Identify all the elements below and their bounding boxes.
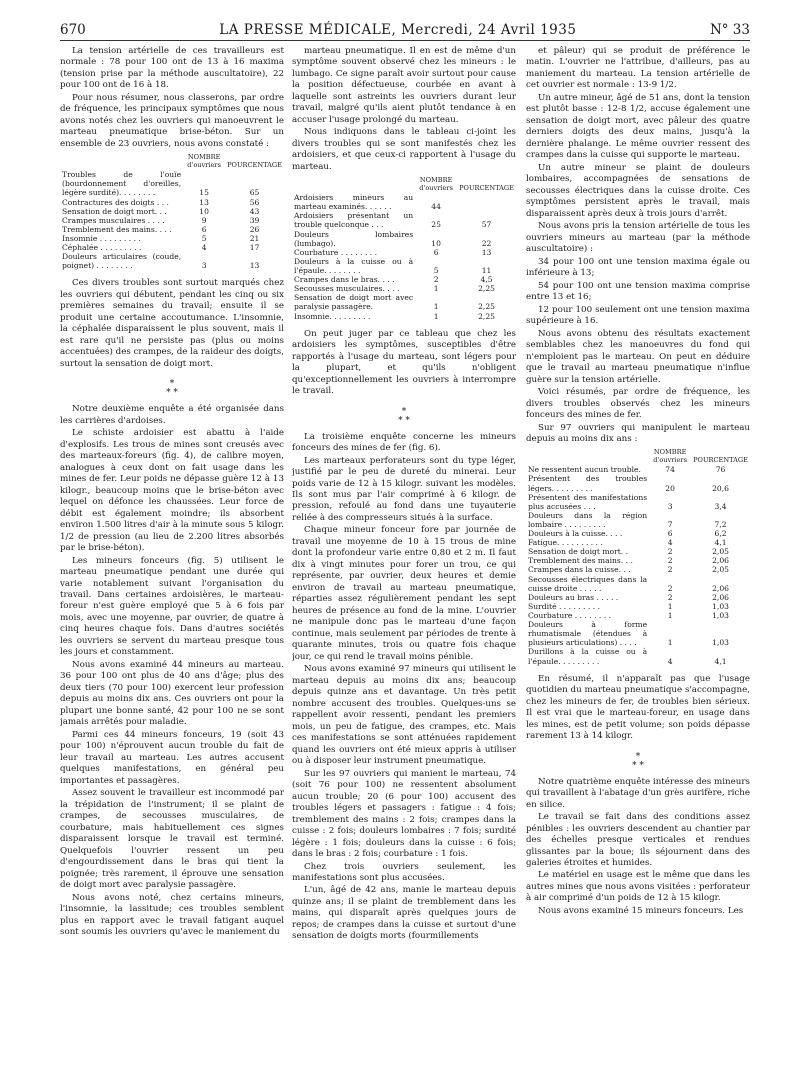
column-3 xyxy=(526,46,750,1076)
row-label: Surdité . . . . . . . . . xyxy=(528,601,601,611)
paragraph: Sur les 97 ouvriers qui manient le marteau, 74 (soit 76 pour 100) ne ressentent absolument aucun trouble; 20 (6 pour 100) accusent des troubles légers et passagers : fatigue : 4 fois; tremblement des mains : 2 fois; crampes dans la cuisse : 2 fois; douleurs lombaires : 7 fois; surdité légère : 1 fois; douleurs dans la cuisse : 6 fois; dans le bras : 2 fois; courbature : 1 fois. xyxy=(292,768,516,860)
paragraph: Assez souvent le travailleur est incommodé par la trépidation de l'instrument; il se plaint de crampes, de secousses musculaires, de courbature, mais habituellement ces signes disparaissent lorsque le travail est terminé. Quelquefois l'ouvrier ressent un peu d'engourdissement dans le bras qui tient la poignée; très rarement, il éprouve une sensation de doigt mort avec paralysie passagère. xyxy=(60,788,284,891)
paragraph: Un autre mineur se plaint de douleurs lombaires, accompagnées de sensations de secousses électriques dans la cuisse droite. Ces symptômes persistent après le travail, mais disparaissent après deux à trois jours d'arrêt. xyxy=(526,162,750,219)
row-percent: 4,5 xyxy=(480,275,493,285)
row-label: Crampes musculaires . . . . xyxy=(62,215,165,225)
row-count: 20 xyxy=(665,483,675,493)
row-label: Présentent des manifestations plus accusées . . . xyxy=(528,492,648,511)
column-header-count: NOMBRE d'ouvriers xyxy=(653,448,687,465)
row-label: Céphalée . . . . . . . . . xyxy=(62,243,142,253)
paragraph: Chez trois ouvriers seulement, les manifestations sont plus accusées. xyxy=(292,861,516,883)
row-percent: 21 xyxy=(249,233,260,243)
row-count: 9 xyxy=(201,215,207,225)
row-count: 15 xyxy=(199,188,209,198)
row-percent: 56 xyxy=(249,197,260,207)
row-percent: 20,6 xyxy=(712,483,730,493)
row-count: 2 xyxy=(433,275,439,285)
row-percent: 7,2 xyxy=(714,519,727,529)
table-row xyxy=(526,565,750,574)
paragraph: Nous avons examiné 97 mineurs qui utilisent le marteau depuis au moins dix ans; beaucoup depuis quinze ans et davantage. Un très petit nombre accusent des troubles. Quelques-uns se rappellent avoir ressenti, pendant les premiers mois, un peu de fatigue, des crampes, etc. Mais ces manifestations se sont atténuées rapidement quand les ouvriers ont été mieux appris à utiliser ou à disposer leur instrument pneumatique. xyxy=(292,664,516,767)
row-count: 5 xyxy=(433,266,439,276)
paragraph: Notre deuxième enquête a été organisée dans les carrières d'ardoises. xyxy=(60,404,284,426)
symptom-table xyxy=(526,449,750,665)
row-percent: 26 xyxy=(249,224,260,234)
row-count: 13 xyxy=(199,197,209,207)
paragraph: Voici résumés, par ordre de fréquence, les divers troubles observés chez les mineurs fonceurs des mines de fer. xyxy=(526,387,750,421)
table-row xyxy=(292,293,516,311)
paragraph: Notre quatrième enquête intéresse des mineurs qui travaillent à l'abatage d'un grès aurifère, riche en silice. xyxy=(526,776,750,810)
row-count: 1 xyxy=(433,284,439,294)
row-count: 6 xyxy=(667,529,673,539)
row-count: 3 xyxy=(201,261,207,271)
table-row xyxy=(526,556,750,565)
row-label: Fatigue. . . . . . . . . . xyxy=(528,538,603,548)
row-count: 2 xyxy=(667,556,673,566)
row-percent: 4,1 xyxy=(714,538,727,548)
paragraph: Les mineurs fonceurs (fig. 5) utilisent le marteau pneumatique pendant une durée qui varie notablement suivant l'organisation du travail. Dans certaines ardoisières, le marteau-foreur n'est guère employé que 5 à 6 fois par mois, avec une moyenne, par ouvrier, de quatre à cinq heures chaque fois. Dans d'autres sociétés les ouvriers se servent du marteau presque tous les jours et constamment. xyxy=(60,555,284,658)
table-row xyxy=(292,275,516,284)
row-percent: 39 xyxy=(249,215,260,225)
row-label: Courbature . . . . . . . . xyxy=(294,247,377,257)
row-percent: 57 xyxy=(481,220,492,230)
table-row xyxy=(526,602,750,611)
paragraph: En résumé, il n'apparaît pas que l'usage quotidien du marteau pneumatique s'accompagne, chez les mineurs de fer, de troubles bien sérieux. Il est vrai que le marteau-foreur, en usage dans les mines, est de petit volume; son poids dépasse rarement 13 à 14 kilogr. xyxy=(526,673,750,742)
row-label: Douleurs articulaires (coude, poignet) . . . . . . . . xyxy=(62,252,182,271)
table-row xyxy=(60,234,284,243)
paragraph: Pour nous résumer, nous classerons, par ordre de fréquence, les principaux symptômes que nous avons notés chez les ouvriers qui manoeuvrent le marteau pneumatique brise-béton. Sur un ensemble de 23 ouvriers, nous avons constaté : xyxy=(60,92,284,149)
table-row xyxy=(526,474,750,492)
row-percent xyxy=(457,193,516,211)
table-row xyxy=(526,620,750,647)
row-label: Sensation de doigt mort. . . xyxy=(62,206,167,216)
row-percent: 4,1 xyxy=(714,656,727,666)
paragraph: Nous indiquons dans le tableau ci-joint les divers troubles qui se sont manifestés chez les ardoisiers, et que ceux-ci rapportent à l'usage du marteau. xyxy=(292,127,516,172)
journal-title: LA PRESSE MÉDICALE, Mercredi, 24 Avril 1935 xyxy=(219,22,577,38)
row-label: Sensation de doigt mort avec paralysie passagère. xyxy=(294,293,414,312)
table-row xyxy=(292,211,516,229)
paragraph: marteau pneumatique. Il en est de même d'un symptôme souvent observé chez les mineurs : le lumbago. Ce signe paraît avoir surtout pour cause la position défectueuse, courbée en avant à laquelle sont astreints les ouvriers durant leur travail, malgré qu'ils aient plutôt tendance à en accuser l'usage prolongé du marteau. xyxy=(292,46,516,125)
row-percent: 1,03 xyxy=(712,638,730,648)
table-row xyxy=(526,547,750,556)
row-label: Ardoisiers présentant un trouble quelconque . . . xyxy=(294,211,414,230)
row-label: Contractures des doigts . . . xyxy=(62,197,169,207)
column-header-percent: POURCENTAGE xyxy=(459,184,514,193)
row-percent: 2,25 xyxy=(478,284,496,294)
row-percent: 1,03 xyxy=(712,601,730,611)
row-label: Secousses musculaires. . . . xyxy=(294,284,400,294)
row-label: Douleurs au bras . . . . . xyxy=(528,592,619,602)
paragraph: On peut juger par ce tableau que chez les ardoisiers les symptômes, susceptibles d'être rapportés à l'usage du marteau, sont légers pour la plupart, et qu'ils n'obligent qu'exceptionnellement les ouvriers à interrompre le travail. xyxy=(292,328,516,397)
table-row xyxy=(526,538,750,547)
table-row xyxy=(526,511,750,529)
column-1 xyxy=(60,46,284,1076)
row-percent: 76 xyxy=(715,465,726,475)
row-percent: 2,25 xyxy=(478,311,496,321)
row-count: 74 xyxy=(665,465,675,475)
row-label: Durillons à la cuisse ou à l'épaule. . . . . . . . . xyxy=(528,647,648,666)
paragraph: et pâleur) qui se produit de préférence le matin. L'ouvrier ne l'attribue, d'ailleurs, pas au maniement du marteau. La tension artérielle de cet ouvrier est normale : 13-9 1/2. xyxy=(526,46,750,91)
table-row xyxy=(292,193,516,211)
row-count: 6 xyxy=(433,247,439,257)
row-label: Secousses électriques dans la cuisse droite . . . . . xyxy=(528,574,648,593)
row-count: 4 xyxy=(201,243,207,253)
paragraph: 12 pour 100 seulement ont une tension maxima supérieure à 16. xyxy=(526,304,750,327)
row-label: Troubles de l'ouïe (bourdonnement d'oreilles, légère surdité). . . . . . . . xyxy=(62,170,182,198)
paragraph: 54 pour 100 ont une tension maxima comprise entre 13 et 16; xyxy=(526,280,750,303)
row-count: 4 xyxy=(667,656,673,666)
table-row xyxy=(526,493,750,511)
row-label: Courbature . . . . . . . . xyxy=(528,611,611,621)
paragraph: Nous avons noté, chez certains mineurs, l'insomnie, la lassitude; ces troubles semblent plus en rapport avec le travail fatigant auquel sont soumis les ouvriers qu'avec le maniement du xyxy=(60,892,284,938)
row-count: 1 xyxy=(433,302,439,312)
row-percent: 43 xyxy=(249,206,260,216)
row-percent: 22 xyxy=(481,238,492,248)
column-header-percent: POURCENTAGE xyxy=(227,161,282,170)
table-row xyxy=(292,312,516,321)
row-count: 7 xyxy=(667,519,673,529)
paragraph: 34 pour 100 ont une tension maxima égale ou inférieure à 13; xyxy=(526,256,750,279)
row-label: Ardoisiers mineurs au marteau examinés. . . . . . xyxy=(294,193,414,212)
row-label: Ne ressentent aucun trouble. xyxy=(528,465,641,475)
row-count: 2 xyxy=(667,547,673,557)
row-label: Tremblement des mains. . . . xyxy=(62,224,172,234)
row-label: Douleurs lombaires (lumbago). xyxy=(294,229,414,248)
row-label: Sensation de doigt mort. . xyxy=(528,547,629,557)
row-label: Insomnie . . . . . . . . . xyxy=(62,233,141,243)
paragraph: L'un, âgé de 42 ans, manie le marteau depuis quinze ans; il se plaint de tremblement dans les mains, qui disparaît après quelques jours de repos; de crampes dans la cuisse et surtout d'une sensation de doigts morts (fourmillements xyxy=(292,885,516,942)
row-count: 4 xyxy=(667,538,673,548)
column-header-percent: POURCENTAGE xyxy=(693,456,748,465)
row-percent: 2,05 xyxy=(712,565,730,575)
page-number: 670 xyxy=(60,22,86,38)
row-count: 1 xyxy=(667,601,673,611)
row-count: 44 xyxy=(431,202,441,212)
section-separator: * * * xyxy=(398,406,410,426)
table-row xyxy=(60,252,284,270)
row-percent: 1,03 xyxy=(712,611,730,621)
paragraph: Sur 97 ouvriers qui manipulent le marteau depuis au moins dix ans : xyxy=(526,422,750,444)
table-row xyxy=(526,465,750,474)
row-percent: 2,06 xyxy=(712,583,730,593)
table-row xyxy=(60,170,284,197)
row-count: 10 xyxy=(199,206,209,216)
row-percent: 6,2 xyxy=(714,529,727,539)
paragraph: Chaque mineur fonceur fore par journée de travail une moyenne de 10 à 15 trous de mine dont la profondeur varie entre 0,80 et 2 m. Il faut dix à vingt minutes pour forer un trou, ce qui représente, par ouvrier, deux heures et demie environ de travail au marteau pneumatique, réparties assez régulièrement pendant les sept heures de présence au fond de la mine. L'ouvrier ne manipule donc pas le marteau d'une façon continue, mais seulement par périodes de trente à quarante minutes, trois ou quatre fois chaque jour, ce qui rend le travail moins pénible. xyxy=(292,525,516,662)
table-row xyxy=(526,611,750,620)
column-header-count: NOMBRE d'ouvriers xyxy=(419,176,453,193)
symptom-table xyxy=(292,177,516,320)
table-row xyxy=(526,529,750,538)
row-percent: 2,25 xyxy=(478,302,496,312)
paragraph: Parmi ces 44 mineurs fonceurs, 19 (soit 43 pour 100) n'éprouvent aucun trouble du fait de leur travail au marteau. Les autres accusent quelques manifestations, en général peu importantes et passagères. xyxy=(60,729,284,786)
paragraph: Les marteaux perforateurs sont du type léger, justifié par le peu de dureté du minerai. Leur poids varie de 12 à 15 kilogr. suivant les modèles. Ils sont mus par l'air comprimé à 6 kilogr. de pression, refoulé au fond dans une tuyauterie reliée à des compresseurs situés à la surface. xyxy=(292,455,516,523)
paragraph: Nous avons examiné 15 mineurs fonceurs. Les xyxy=(538,905,744,916)
row-count: 25 xyxy=(431,220,441,230)
row-count: 1 xyxy=(667,638,673,648)
row-label: Crampes dans la cuisse. . . xyxy=(528,565,631,575)
paragraph: Le schiste ardoisier est abattu à l'aide d'explosifs. Les trous de mines sont creusés avec des marteaux-foreurs (fig. 4), de calibre moyen, analogues à ceux dont on fait usage dans les mines de fer. Leur poids ne dépasse guère 12 à 13 kilogr., beaucoup moins que le brise-béton avec lequel on défonce les chaussées. Leur force de débit est également moindre; ils absorbent environ 1.500 litres d'air à la minute sous 5 kilogr. 1/2 de pression (au lieu de 2.200 litres absorbés par le brise-béton). xyxy=(60,428,284,554)
paragraph: Nous avons pris la tension artérielle de tous les ouvriers mineurs au marteau (par la méthode auscultatoire) : xyxy=(526,221,750,255)
row-percent: 13 xyxy=(249,261,260,271)
row-label: Douleurs dans la région lombaire . . . . . . . . . xyxy=(528,510,648,529)
row-count: 10 xyxy=(431,238,441,248)
row-label: Douleurs à forme rhumatismale (étendues à plusieurs articulations) . . . . xyxy=(528,620,648,648)
table-row xyxy=(60,216,284,225)
row-count: 1 xyxy=(667,611,673,621)
row-label: Douleurs à la cuisse ou à l'épaule. . . . . . . . xyxy=(294,256,414,276)
table-row xyxy=(292,230,516,248)
row-label: Présentent des troubles légers. . . . . . . . . xyxy=(528,474,648,493)
row-count: 2 xyxy=(667,592,673,602)
paragraph: La tension artérielle de ces travailleurs est normale : 78 pour 100 ont de 13 à 16 maxima (tension prise par la méthode auscultatoire), 22 pour 100 ont de 16 à 18. xyxy=(60,46,284,91)
table-row xyxy=(60,225,284,234)
row-label: Insomnie. . . . . . . . . xyxy=(294,311,371,321)
row-count: 1 xyxy=(433,311,439,321)
table-row xyxy=(292,248,516,257)
table-row xyxy=(60,198,284,207)
table-row xyxy=(60,207,284,216)
row-count: 2 xyxy=(667,565,673,575)
column-2 xyxy=(292,46,516,1076)
column-header-count: NOMBRE d'ouvriers xyxy=(187,153,221,170)
table-row xyxy=(526,647,750,665)
section-separator: * * * xyxy=(632,751,644,771)
page-header xyxy=(60,20,750,40)
paragraph: La troisième enquête concerne les mineurs fonceurs des mines de fer (fig. 6). xyxy=(292,431,516,454)
paragraph: Nous avons obtenu des résultats exactement semblables chez les manoeuvres du fond qui n'emploient pas le marteau. On peut en déduire que le travail au marteau pneumatique n'influe guère sur la tension artérielle. xyxy=(526,328,750,385)
paragraph: Nous avons examiné 44 mineurs au marteau. 36 pour 100 ont plus de 40 ans d'âge; plus des deux tiers (70 pour 100) exercent leur profession depuis au moins dix ans. Ces ouvriers ont pour la plupart une bonne santé, 42 pour 100 ne se sont jamais arrêtés pour maladie. xyxy=(60,659,284,728)
section-separator: * * * xyxy=(166,379,178,399)
row-label: Crampes dans le bras. . . . xyxy=(294,275,395,285)
row-percent: 2,05 xyxy=(712,547,730,557)
row-percent: 11 xyxy=(481,266,492,276)
table-row xyxy=(526,575,750,593)
row-percent: 2,06 xyxy=(712,556,730,566)
table-row xyxy=(292,284,516,293)
row-percent: 2,06 xyxy=(712,592,730,602)
row-count: 2 xyxy=(667,583,673,593)
row-count: 5 xyxy=(201,233,207,243)
paragraph: Le travail se fait dans des conditions assez pénibles : les ouvriers descendent au chantier par des échelles presque verticales et rendues glissantes par la boue; ils séjournent dans des galeries étroites et humides. xyxy=(526,812,750,868)
paragraph: Un autre mineur, âgé de 51 ans, dont la tension est plutôt basse : 12-8 1/2, accuse également une sensation de doigt mort, avec pâleur des quatre derniers doigts des deux mains, jusqu'à la dernière phalange. Le même ouvrier ressent des crampes dans la cuisse qui supporte le marteau. xyxy=(526,92,750,161)
symptom-table xyxy=(60,154,284,270)
paragraph: Le matériel en usage est le même que dans les autres mines que nous avons visitées : perforateur à air comprimé d'un poids de 12 à 15 kilogr. xyxy=(526,870,750,904)
table-row xyxy=(292,257,516,275)
row-count: 3 xyxy=(667,501,673,511)
row-percent: 13 xyxy=(481,247,492,257)
row-label: Douleurs à la cuisse. . . . xyxy=(528,529,623,539)
table-row xyxy=(60,243,284,252)
paragraph: Ces divers troubles sont surtout marqués chez les ouvriers qui débutent, pendant les cinq ou six premières semaines du travail; ensuite il se produit une certaine accoutumance. L'insomnie, la céphalée disparaissent le plus souvent, mais il est rare qu'il ne persiste pas (plus ou moins accentuées) des crampes, de la raideur des doigts, surtout la sensation de doigt mort. xyxy=(60,278,284,369)
issue-number: N° 33 xyxy=(709,22,750,38)
row-label: Tremblement des mains. . . xyxy=(528,556,633,566)
header-rule xyxy=(60,40,750,41)
table-row xyxy=(526,593,750,602)
row-percent: 17 xyxy=(249,243,260,253)
row-percent: 65 xyxy=(249,188,260,198)
row-percent: 3,4 xyxy=(714,501,727,511)
row-count: 6 xyxy=(201,224,207,234)
